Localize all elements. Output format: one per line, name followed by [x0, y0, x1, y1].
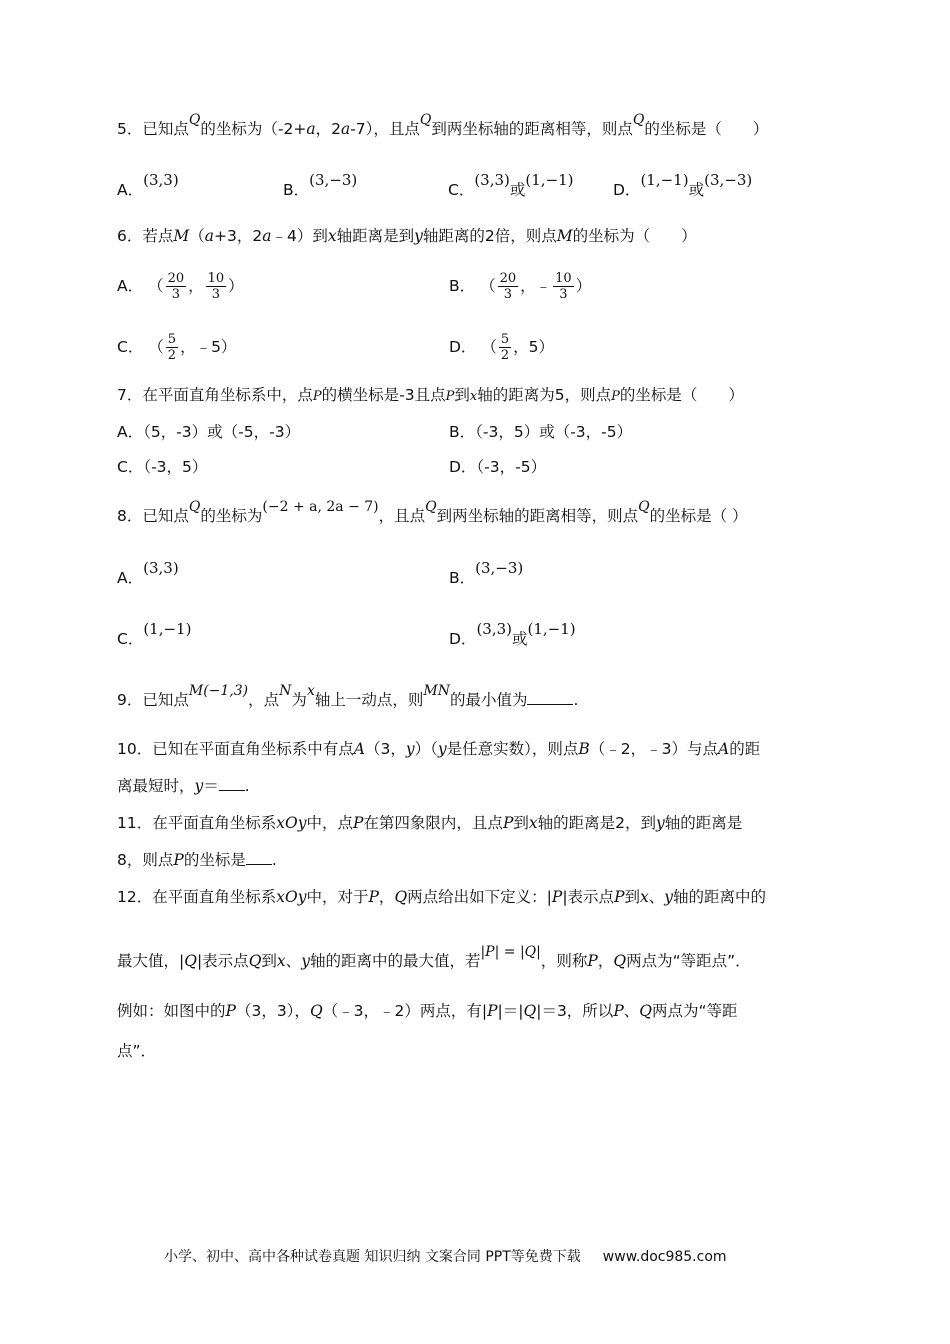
q7-option-d[interactable]: D．（-3，-5） — [449, 458, 547, 476]
q8-option-c[interactable]: C．(1,−1) — [117, 620, 192, 648]
answer-blank[interactable] — [527, 690, 573, 705]
q8-option-d[interactable]: D．(3,3)或(1,−1) — [449, 620, 576, 648]
q8-option-a[interactable]: A．(3,3) — [117, 559, 179, 587]
answer-blank[interactable] — [246, 850, 272, 865]
fraction: $\frac{20}{3}$ — [167, 271, 185, 302]
q12-stem-line3: 例如：如图中的P（3，3），Q（﹣3，﹣2）两点，有|P|＝|Q|＝3，所以P、Q两点为“等距 — [117, 1002, 738, 1020]
fraction: $\frac{10}{3}$ — [555, 271, 572, 302]
q8-stem: 8．已知点Q的坐标为(−2 + a, 2a − 7)，且点Q到两坐标轴的距离相等，则点Q的坐标是（ ） — [117, 499, 748, 525]
q10-stem-line2: 离最短时，y＝ . — [117, 777, 250, 795]
q8-option-b[interactable]: B．(3,−3) — [449, 559, 524, 587]
fraction: $\frac{5}{2}$ — [167, 332, 177, 363]
page-footer — [164, 1246, 727, 1266]
q6-stem: 6．若点M（a+3，2a﹣4）到x轴距离是到y轴距离的2倍，则点M的坐标为（ ） — [117, 227, 697, 245]
q5-option-a[interactable]: A．(3,3) — [117, 171, 179, 199]
q5-option-d[interactable]: D．(1,−1)或(3,−3) — [613, 171, 753, 199]
q6-option-d[interactable]: D． （ $\frac{5}{2}$ ，5） — [449, 332, 555, 363]
q11-stem-line1: 11．在平面直角坐标系xOy中，点P在第四象限内，且点P到x轴的距离是2，到y轴的距离是 — [117, 814, 743, 832]
q9-stem: 9．已知点M(−1,3)，点N为x轴上一动点，则MN的最小值为 . — [117, 683, 579, 709]
answer-blank[interactable] — [219, 776, 245, 791]
q5-stem: 5．已知点Q的坐标为（-2+a，2a-7），且点Q到两坐标轴的距离相等，则点Q的坐标是（ ） — [117, 112, 769, 138]
q11-stem-line2: 8，则点P的坐标是 . — [117, 851, 277, 869]
q5-option-b[interactable]: B．(3,−3) — [283, 171, 358, 199]
q6-option-a[interactable]: A． （ $\frac{20}{3}$ ， $\frac{10}{3}$ ） — [117, 271, 244, 302]
q7-stem: 7．在平面直角坐标系中，点P的横坐标是-3且点P到x轴的距离为5，则点P的坐标是（ ） — [117, 386, 744, 404]
footer-link[interactable]: www.doc985.com — [602, 1249, 727, 1265]
fraction: $\frac{20}{3}$ — [499, 271, 517, 302]
q6-option-c[interactable]: C． （ $\frac{5}{2}$ ，﹣5） — [117, 332, 237, 363]
q12-stem-line1: 12．在平面直角坐标系xOy中，对于P，Q两点给出如下定义：|P|表示点P到x、y轴的距离中的 — [117, 888, 767, 906]
q12-stem-line4: 点”． — [117, 1042, 157, 1060]
footer-text: 小学、初中、高中各种试卷真题 知识归纳 文案合同 PPT等免费下载 — [164, 1249, 581, 1265]
q5-option-c[interactable]: C．(3,3)或(1,−1) — [448, 171, 574, 199]
fraction: $\frac{5}{2}$ — [500, 332, 510, 363]
q10-stem-line1: 10．已知在平面直角坐标系中有点A（3，y）（y是任意实数），则点B（﹣2，﹣3）与点A的距 — [117, 740, 761, 758]
fraction: $\frac{10}{3}$ — [207, 271, 225, 302]
q6-option-b[interactable]: B． （ $\frac{20}{3}$ ，﹣ $\frac{10}{3}$ ） — [449, 271, 592, 302]
q7-option-c[interactable]: C．（-3，5） — [117, 458, 208, 476]
q12-stem-line2: 最大值，|Q|表示点Q到x、y轴的距离中的最大值，若|P| = |Q|，则称P，Q两点为“等距点”． — [117, 944, 751, 970]
q7-option-b[interactable]: B．（-3，5）或（-3，-5） — [449, 423, 633, 441]
q7-option-a[interactable]: A．（5，-3）或（-5，-3） — [117, 423, 301, 441]
